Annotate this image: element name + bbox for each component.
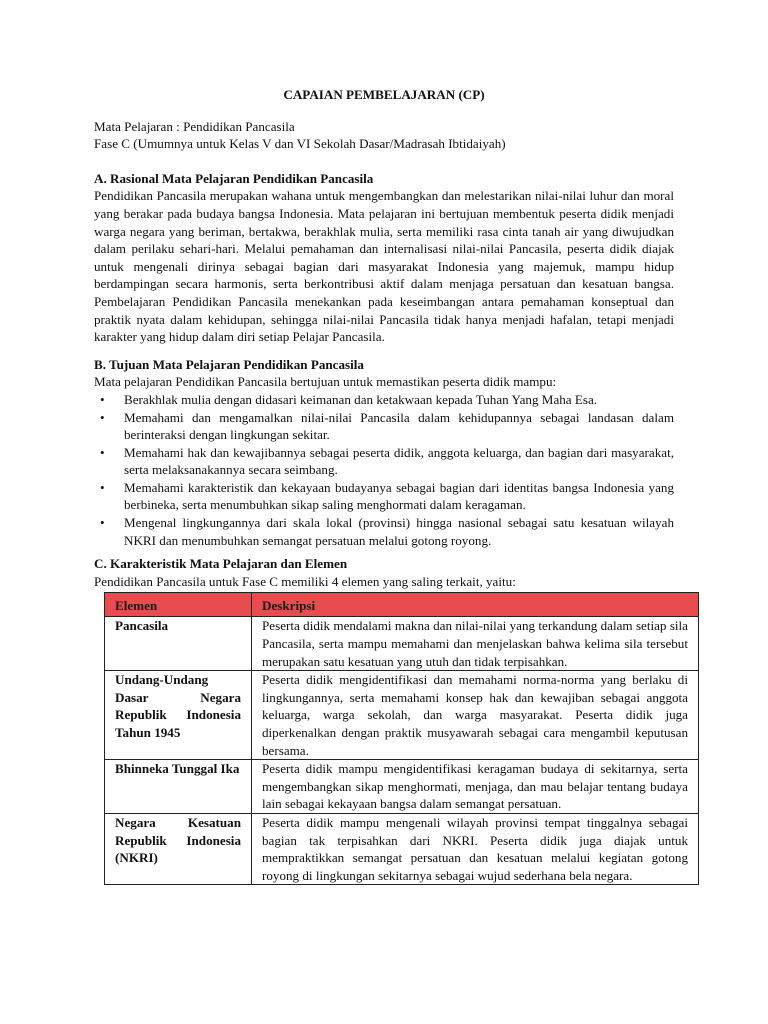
goal-text: Mengenal lingkungannya dari skala lokal (provinsi) hingga nasional sebagai satu kesatuan wilayah NKRI dan menumbuhkan semangat persatuan melalui gotong royong. [124,515,674,548]
section-b-intro: Mata pelajaran Pendidikan Pancasila bertujuan untuk memastikan peserta didik mampu: [94,374,557,390]
table-row [105,671,699,760]
element-name: Pancasila [105,617,252,671]
element-name: Undang-Undang Dasar Negara Republik Indonesia Tahun 1945 [105,671,252,760]
section-a-heading: A. Rasional Mata Pelajaran Pendidikan Pancasila [94,170,374,186]
element-name: Bhinneka Tunggal Ika [105,760,252,814]
bullet-icon: • [100,391,105,407]
list-item [94,514,674,549]
goal-text: Memahami dan mengamalkan nilai-nilai Pancasila dalam kehidupannya sebagai landasan dalam berinteraksi dengan lingkungan sekitar. [124,409,674,443]
section-c-intro: Pendidikan Pancasila untuk Fase C memiliki 4 elemen yang saling terkait, yaitu: [94,573,516,589]
bullet-icon: • [100,515,105,531]
goal-list [94,391,674,549]
table-row [105,813,699,884]
section-c-heading: C. Karakteristik Mata Pelajaran dan Elemen [94,556,348,572]
bullet-icon: • [100,479,105,495]
bullet-icon: • [100,444,105,460]
list-item [94,444,674,479]
table-row [105,617,699,671]
element-description: Peserta didik mendalami makna dan nilai-nilai yang terkandung dalam setiap sila Pancasila, serta mampu memahami dan menjelaskan bahwa kelima sila tersebut merupakan satu kesatuan yang utuh dan tidak terpisahkan. [252,617,699,671]
list-item [94,409,674,444]
column-header-deskripsi: Deskripsi [252,593,699,617]
element-name: Negara Kesatuan Republik Indonesia (NKRI) [105,813,252,884]
element-table [104,592,699,885]
element-description: Peserta didik mampu mengenali wilayah provinsi tempat tinggalnya sebagai bagian tak terpisahkan dari NKRI. Peserta didik juga diajak untuk mempraktikkan semangat persatuan dan kesatuan melalui kegiatan gotong royong di lingkungan sekitarnya sebagai wujud sederhana bela negara. [252,813,699,884]
element-description: Peserta didik mengidentifikasi dan memahami norma-norma yang berlaku di lingkungannya, serta memahami konsep hak dan kewajiban sebagai anggota keluarga, warga sekolah, dan warga masyarakat. Peserta didik juga diperkenalkan dengan praktik musyawarah sebagai cara mengambil keputusan bersama. [252,671,699,760]
phase-line: Fase C (Umumnya untuk Kelas V dan VI Sekolah Dasar/Madrasah Ibtidaiyah) [94,136,506,152]
goal-text: Berakhlak mulia dengan didasari keimanan dan ketakwaan kepada Tuhan Yang Maha Esa. [124,391,598,407]
element-description: Peserta didik mampu mengidentifikasi keragaman budaya di sekitarnya, serta mengembangkan sikap menghormati, menjaga, dan mau belajar tentang budaya lain sebagai kekayaan bangsa dalam semangat persatuan. [252,760,699,814]
spacer [94,346,674,356]
list-item [94,479,674,514]
list-item [94,391,674,409]
goal-text: Memahami karakteristik dan kekayaan budayanya sebagai bagian dari identitas bangsa Indonesia yang berbineka, serta menumbuhkan sikap saling menghormati dalam keragaman. [124,479,674,513]
table-row [105,760,699,814]
spacer [94,153,674,170]
subject-line: Mata Pelajaran : Pendidikan Pancasila [94,118,295,134]
goal-text: Memahami hak dan kewajibannya sebagai peserta didik, anggota keluarga, dan bagian dari masyarakat, serta melaksanakannya secara seimbang. [124,444,674,478]
table-header-row [105,593,699,617]
column-header-elemen: Elemen [105,593,252,617]
bullet-icon: • [100,409,105,425]
page-title: CAPAIAN PEMBELAJARAN (CP) [283,87,485,102]
section-b-heading: B. Tujuan Mata Pelajaran Pendidikan Pancasila [94,356,364,372]
section-a-body: Pendidikan Pancasila merupakan wahana untuk mengembangkan dan melestarikan nilai-nilai luhur dan moral yang berakar pada budaya bangsa Indonesia. Mata pelajaran ini bertujuan membentuk peserta didik menjadi warga negara yang beriman, bertakwa, berakhlak mulia, serta memiliki rasa cinta tanah air yang diwujudkan dalam perilaku sehari-hari. Melalui pemahaman dan internalisasi nilai-nilai Pancasila, peserta didik diajak untuk mengenali dirinya sebagai bagian dari masyarakat Indonesia yang majemuk, mampu hidup berdampingan secara harmonis, serta berkontribusi aktif dalam menjaga persatuan dan kesatuan bangsa. Pembelajaran Pendidikan Pancasila menekankan pada keseimbangan antara pemahaman konseptual dan praktik nyata dalam kehidupan, sehingga nilai-nilai Pancasila tidak hanya menjadi hafalan, tetapi menjadi karakter yang hidup dalam diri setiap Pelajar Pancasila. [94,188,674,345]
